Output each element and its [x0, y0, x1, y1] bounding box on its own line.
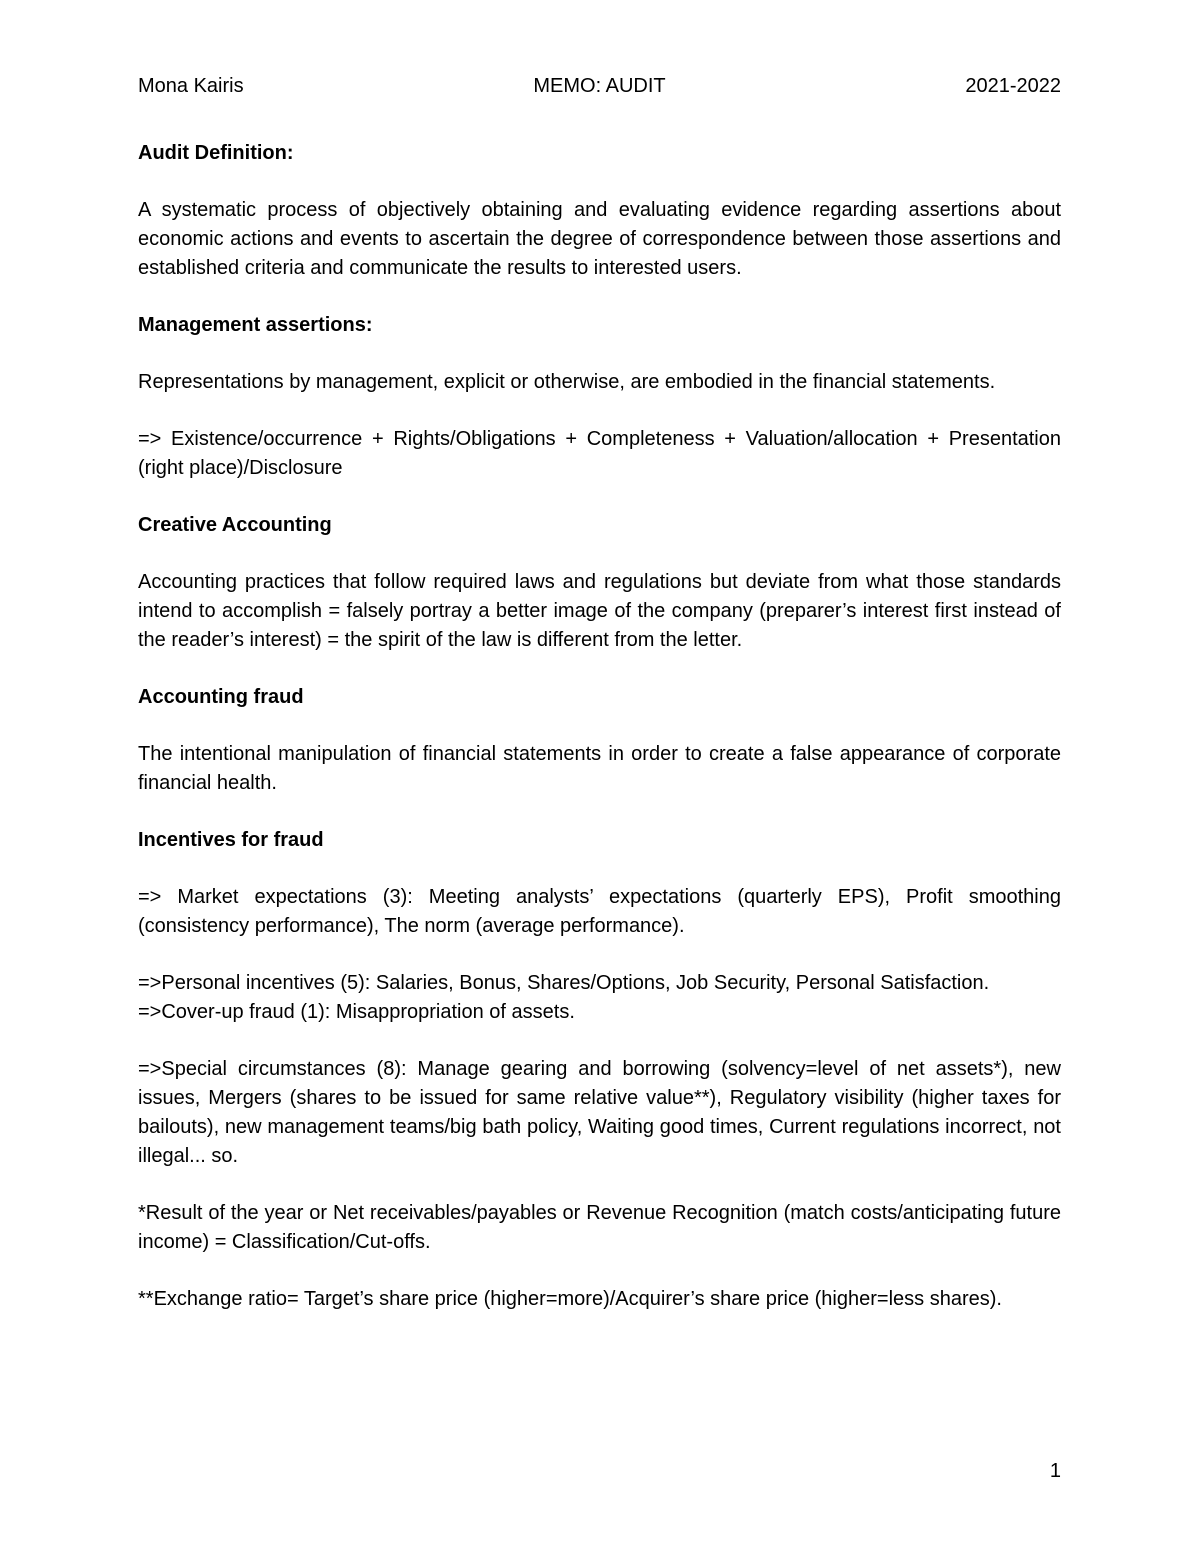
- accounting-fraud-text: The intentional manipulation of financial statements in order to create a false appearance of corporate financial health.: [138, 743, 1061, 794]
- market-expectations-text: => Market expectations (3): Meeting analysts’ expectations (quarterly EPS), Profit smoothing (consistency performance), The norm (average performance).: [138, 886, 1061, 937]
- accounting-fraud-heading: Accounting fraud: [138, 686, 304, 708]
- header-year: 2021-2022: [965, 75, 1061, 97]
- document-body: [138, 139, 1061, 1342]
- creative-accounting-heading: Creative Accounting: [138, 514, 332, 536]
- special-circumstances-text: =>Special circumstances (8): Manage gearing and borrowing (solvency=level of net assets*), new issues, Mergers (shares to be issued for same relative value**), Regulatory visibility (higher taxes for bailouts), new management teams/big bath policy, Waiting good times, Current regulations incorrect, not illegal... so.: [138, 1058, 1061, 1167]
- cover-up-fraud-text: =>Cover-up fraud (1): Misappropriation of assets.: [138, 1001, 575, 1023]
- page-header: [138, 72, 1061, 102]
- management-assertions-text: Representations by management, explicit or otherwise, are embodied in the financial statements.: [138, 371, 996, 393]
- page-number: 1: [1049, 1460, 1061, 1482]
- header-author: Mona Kairis: [138, 75, 244, 97]
- management-assertions-heading: Management assertions:: [138, 314, 373, 336]
- footnote-single-asterisk: *Result of the year or Net receivables/payables or Revenue Recognition (match costs/anticipating future income) = Classification/Cut-offs.: [138, 1202, 1061, 1253]
- incentives-heading: Incentives for fraud: [138, 829, 324, 851]
- creative-accounting-text: Accounting practices that follow required laws and regulations but deviate from what those standards intend to accomplish = falsely portray a better image of the company (preparer’s interest first instead of the reader’s interest) = the spirit of the law is different from the letter.: [138, 571, 1061, 651]
- audit-definition-text: A systematic process of objectively obtaining and evaluating evidence regarding assertions about economic actions and events to ascertain the degree of correspondence between those assertions and established criteria and communicate the results to interested users.: [138, 199, 1061, 279]
- footnote-double-asterisk: **Exchange ratio= Target’s share price (higher=more)/Acquirer’s share price (higher=less shares).: [138, 1288, 1002, 1310]
- audit-definition-heading: Audit Definition:: [138, 142, 294, 164]
- header-title: MEMO: AUDIT: [533, 75, 666, 97]
- personal-incentives-text: =>Personal incentives (5): Salaries, Bonus, Shares/Options, Job Security, Personal Satisfaction.: [138, 972, 990, 994]
- management-assertions-list: => Existence/occurrence + Rights/Obligations + Completeness + Valuation/allocation + Presentation (right place)/Disclosure: [138, 428, 1061, 479]
